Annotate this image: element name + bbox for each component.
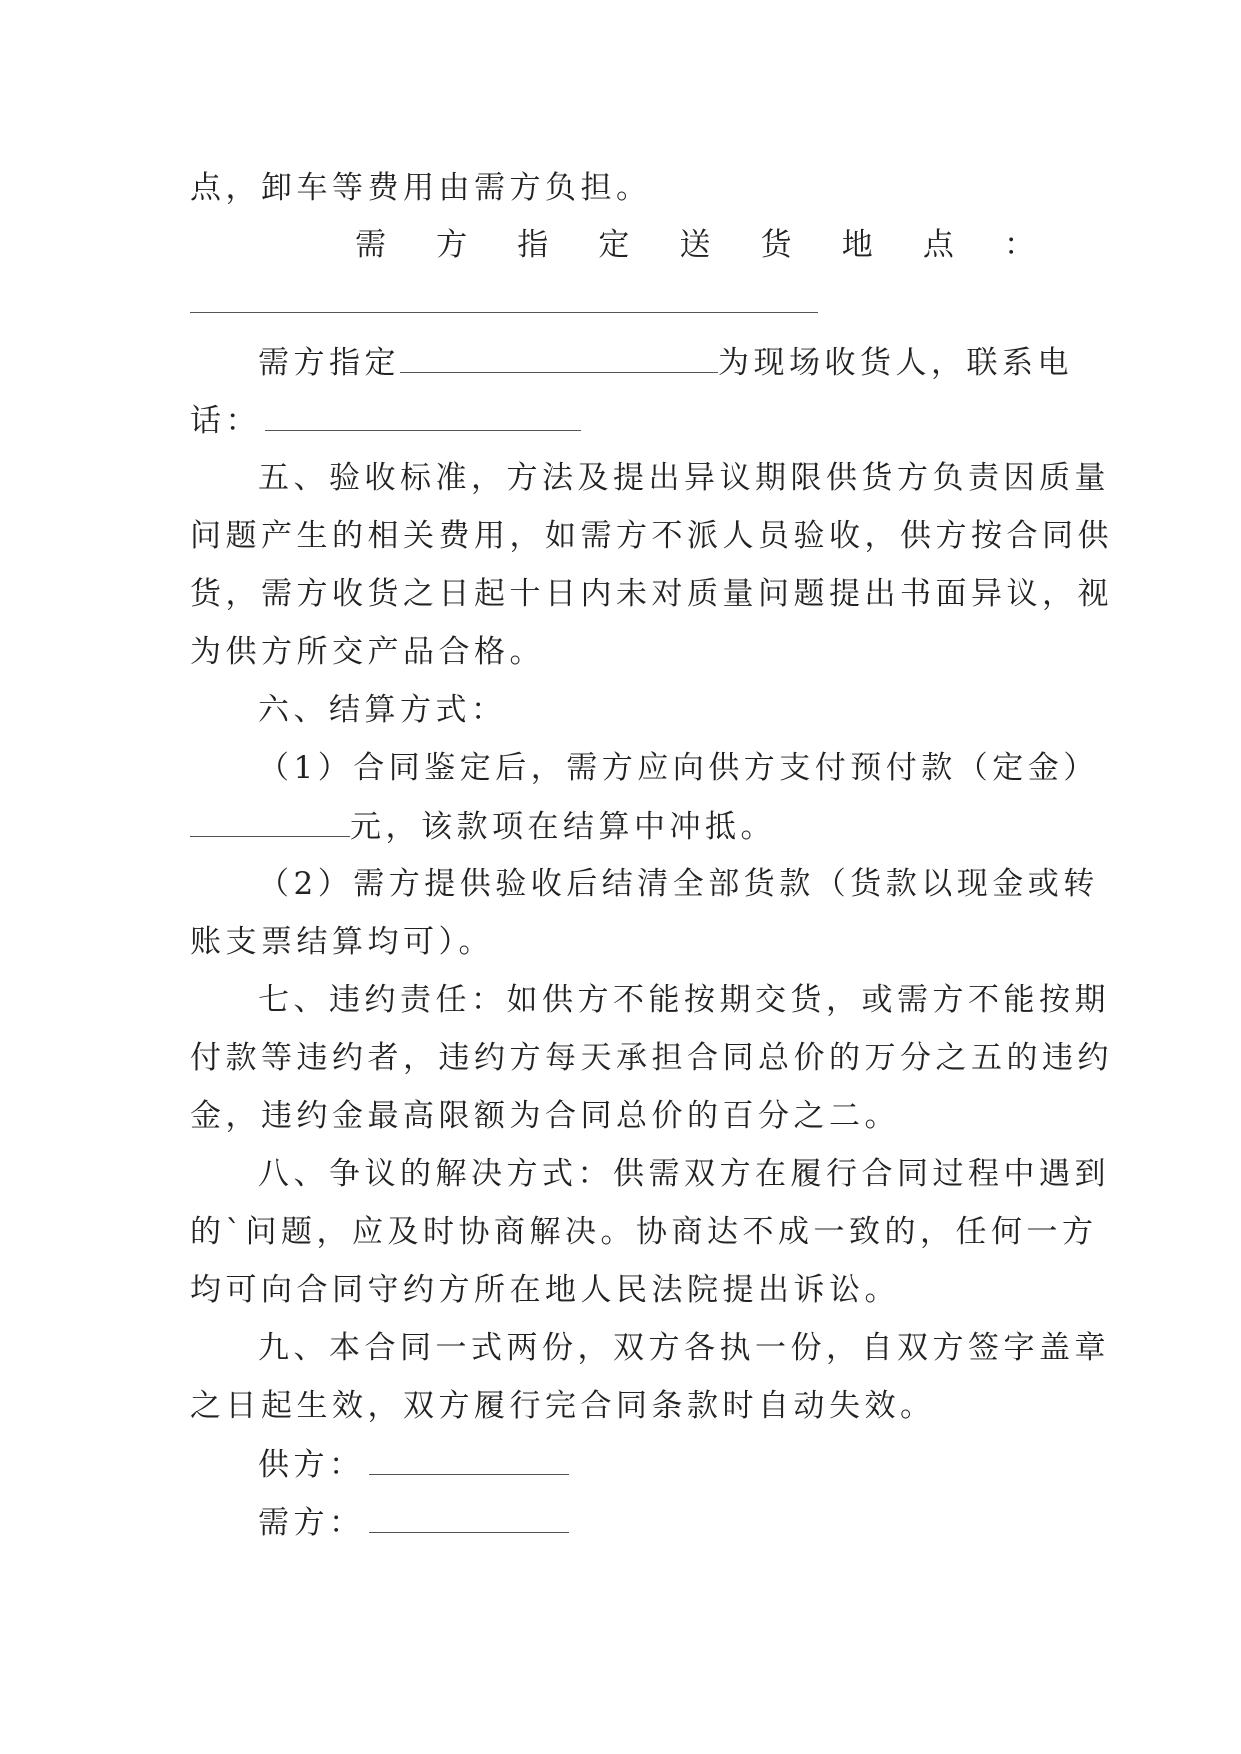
phone-blank — [265, 400, 581, 431]
paragraph-line: 金，违约金最高限额为合同总价的百分之二。 — [190, 1098, 900, 1134]
paragraph-line: 货，需方收货之日起十日内未对质量问题提出书面异议，视 — [190, 576, 1113, 612]
paragraph-line: 账支票结算均可）。 — [190, 924, 494, 960]
supplier-signature-line — [0, 1444, 1241, 1484]
paragraph-line: 五、验收标准，方法及提出异议期限供货方负责因质量 — [258, 460, 1110, 496]
paragraph-line: 之日起生效，双方履行完合同条款时自动失效。 — [190, 1388, 936, 1424]
delivery-location-blank — [190, 312, 818, 313]
paragraph-line: （2）需方提供验收后结清全部货款（货款以现金或转 — [258, 866, 1099, 902]
paragraph-line: 八、争议的解决方式：供需双方在履行合同过程中遇到 — [258, 1156, 1110, 1192]
spread-char: 指 — [517, 227, 549, 263]
spread-char: 方 — [436, 227, 468, 263]
spread-char: ： — [1004, 227, 1035, 263]
paragraph-line — [0, 806, 1241, 846]
supplier-label: 供方： — [258, 1447, 365, 1483]
receiver-blank — [400, 342, 718, 373]
spread-char: 需 — [355, 227, 386, 263]
spread-char: 送 — [679, 227, 711, 263]
paragraph-line — [0, 400, 1241, 440]
spread-char: 地 — [841, 227, 873, 263]
paragraph-line: 九、本合同一式两份，双方各执一份，自双方签字盖章 — [258, 1330, 1110, 1366]
paragraph-line: 点，卸车等费用由需方负担。 — [190, 170, 652, 206]
line-text: 话： — [190, 403, 261, 439]
line-text: 元，该款项在结算中冲抵。 — [350, 809, 776, 845]
supplier-blank — [369, 1444, 569, 1475]
paragraph-line: （1）合同鉴定后，需方应向供方支付预付款（定金） — [258, 750, 1099, 786]
deposit-amount-blank — [190, 806, 350, 837]
paragraph-line: 七、违约责任：如供方不能按期交货，或需方不能按期 — [258, 982, 1110, 1018]
paragraph-line — [0, 342, 1241, 382]
paragraph-line: 问题产生的相关费用，如需方不派人员验收，供方按合同供 — [190, 518, 1113, 554]
paragraph-line: 六、结算方式： — [258, 692, 507, 728]
buyer-blank — [369, 1502, 569, 1533]
paragraph-line: 的`问题，应及时协商解决。协商达不成一致的，任何一方 — [190, 1214, 1098, 1250]
spread-char: 货 — [760, 227, 792, 263]
spread-char: 定 — [598, 227, 630, 263]
paragraph-line: 付款等违约者，违约方每天承担合同总价的万分之五的违约 — [190, 1040, 1113, 1076]
buyer-label: 需方： — [258, 1505, 365, 1541]
paragraph-line: 为供方所交产品合格。 — [190, 634, 545, 670]
delivery-location-label — [355, 225, 1035, 265]
paragraph-line: 均可向合同守约方所在地人民法院提出诉讼。 — [190, 1272, 900, 1308]
line-text: 需方指定 — [258, 345, 400, 381]
line-text: 为现场收货人，联系电 — [718, 345, 1073, 381]
spread-char: 点 — [922, 227, 954, 263]
buyer-signature-line — [0, 1502, 1241, 1542]
